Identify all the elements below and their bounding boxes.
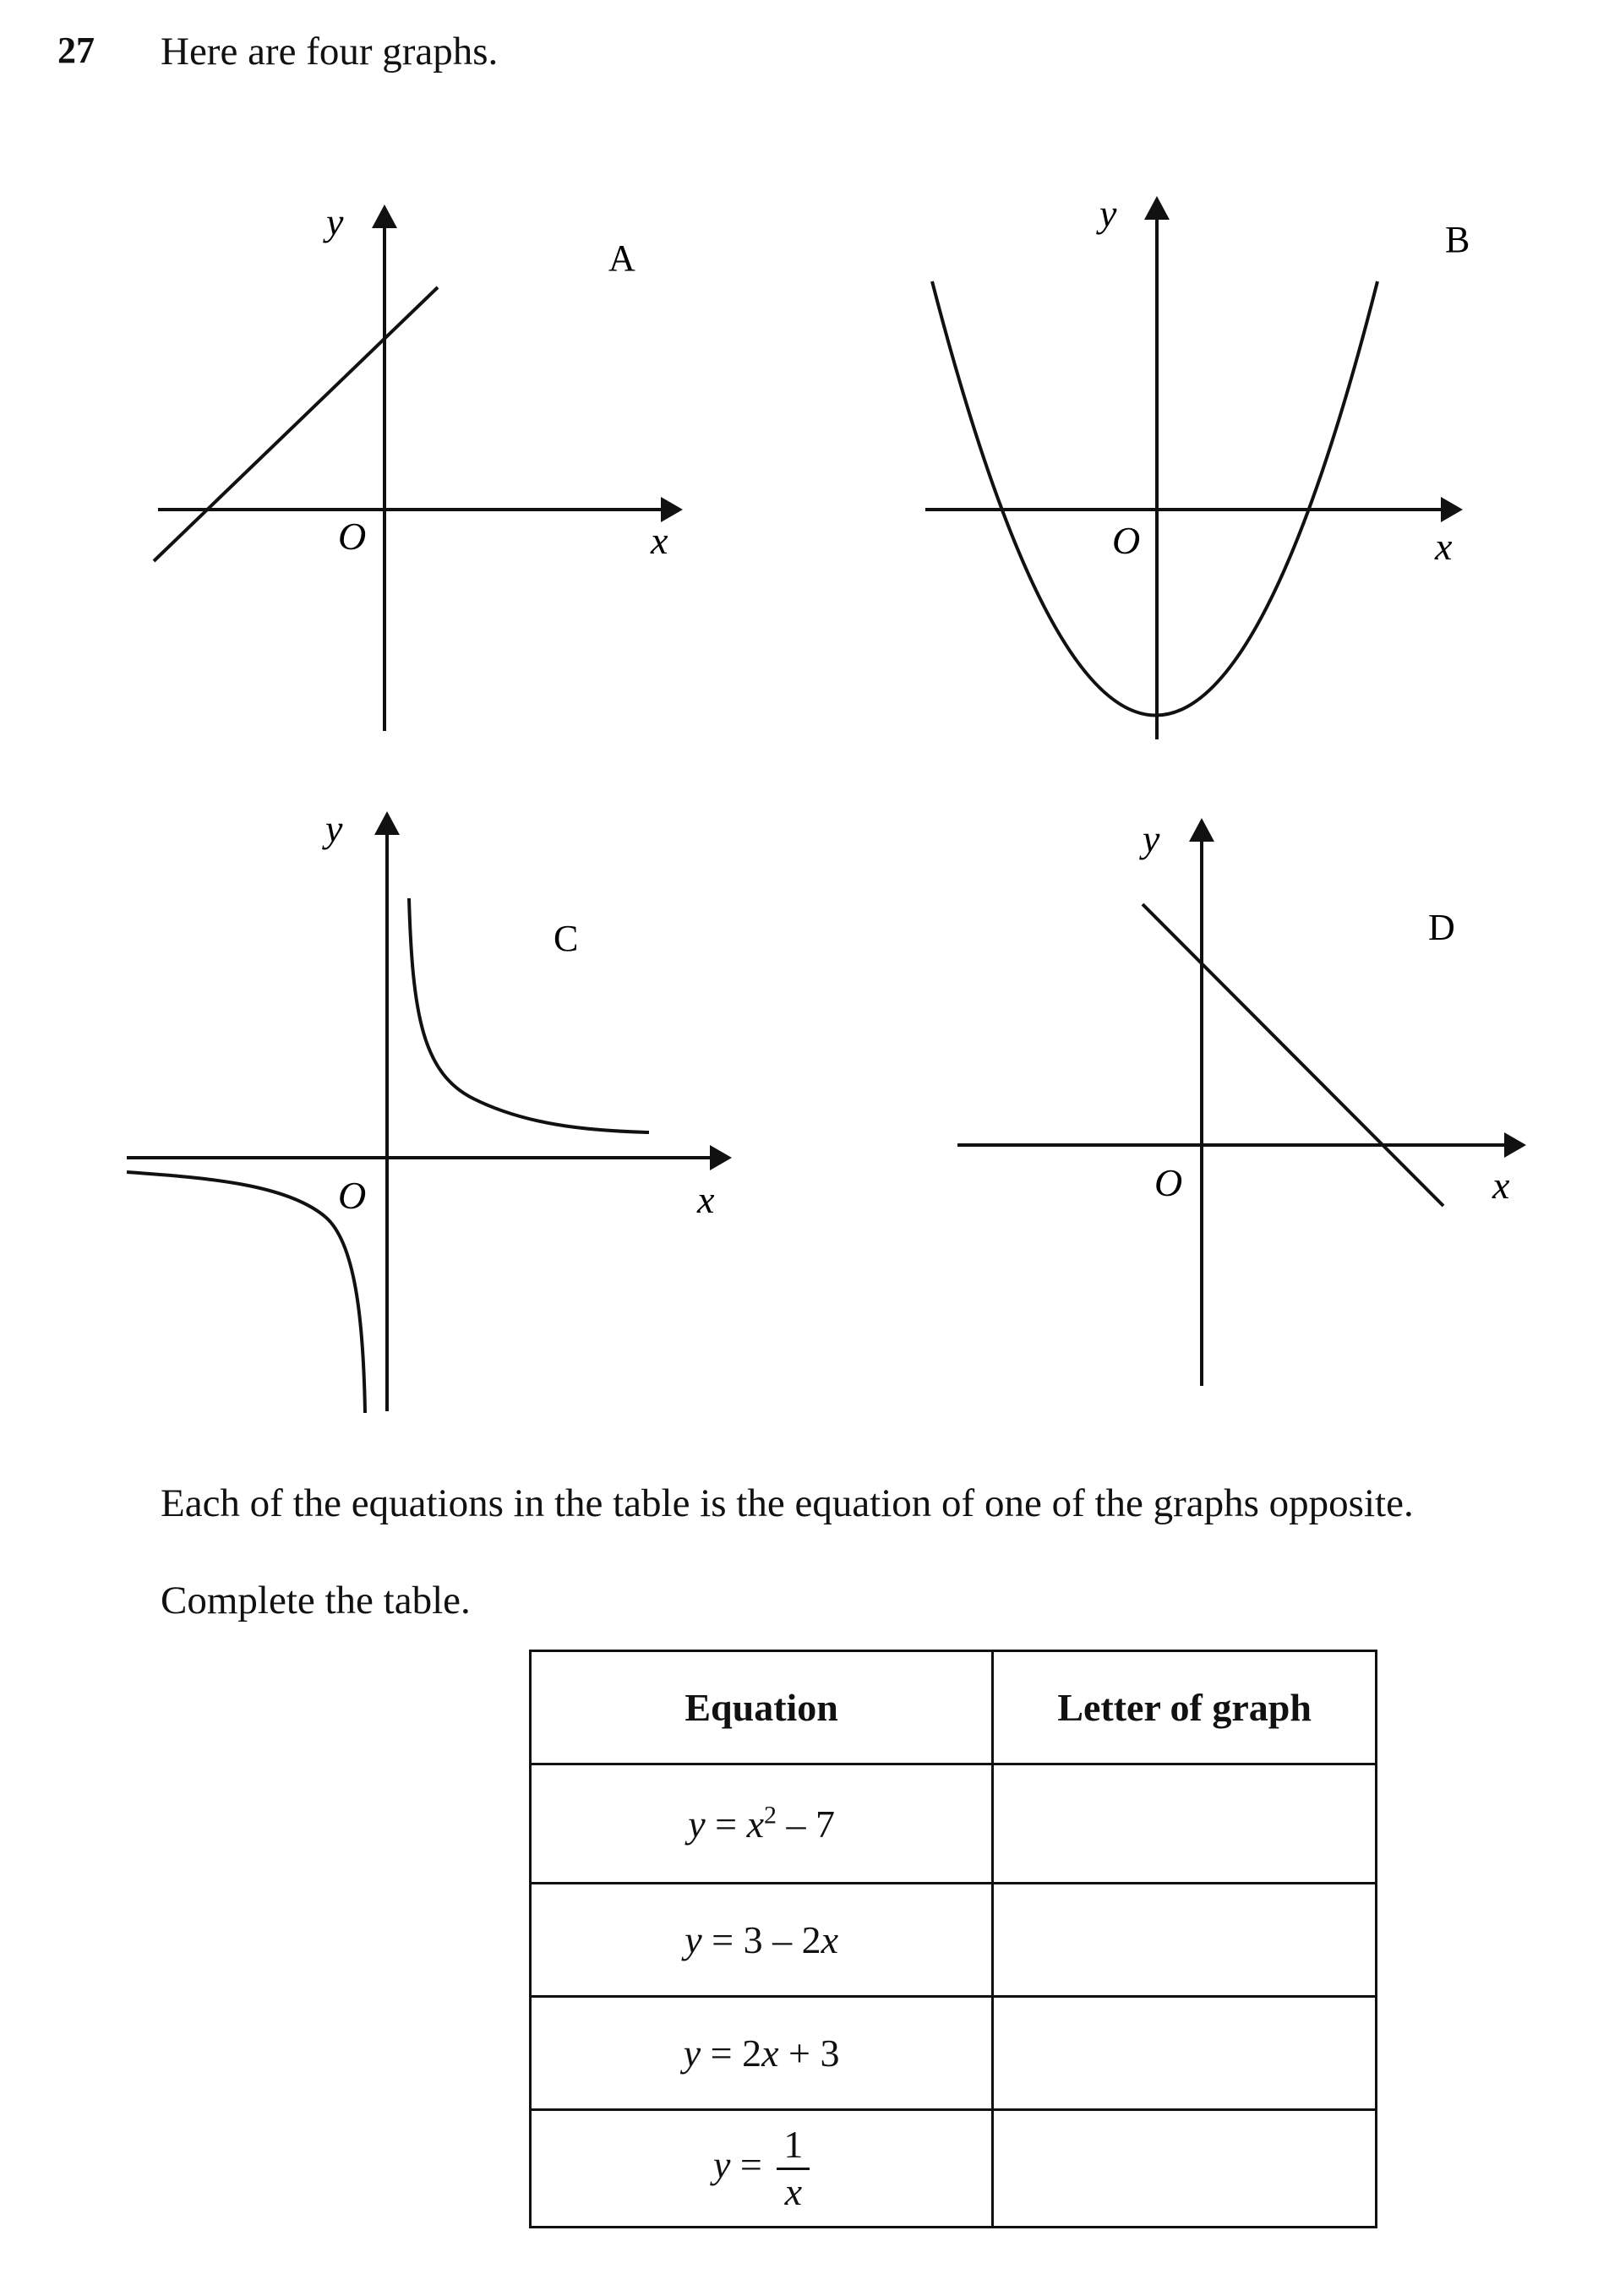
equation-4: y = $\frac{1}{x}$: [713, 2143, 810, 2186]
table-row: [531, 1997, 1377, 2110]
graph-d-x-label: x: [1492, 1164, 1510, 1207]
graph-a-line: [154, 287, 438, 561]
graph-d-line: [1143, 904, 1443, 1206]
instruction-line-2: Complete the table.: [161, 1579, 471, 1622]
instruction-line-1: Each of the equations in the table is the equation of one of the graphs opposite.: [161, 1481, 1414, 1525]
graph-a-y-label: y: [326, 200, 344, 243]
graph-b-y-arrow: [1144, 196, 1170, 220]
table-header-row: [531, 1651, 1377, 1764]
graph-a-origin-label: O: [338, 515, 367, 558]
graph-d-y-label: y: [1143, 817, 1160, 860]
equation-3: y = 2x + 3: [683, 2031, 840, 2075]
graph-c-letter: C: [554, 918, 579, 959]
letter-answer-cell-1[interactable]: [993, 1764, 1377, 1884]
graph-a-letter: A: [608, 237, 635, 279]
graph-d-y-arrow: [1189, 818, 1214, 842]
equation-table: [529, 1650, 1377, 2228]
graph-c-x-arrow: [710, 1145, 732, 1170]
graph-a: [154, 200, 683, 731]
letter-answer-cell-3[interactable]: [993, 1997, 1377, 2110]
graph-d-letter: D: [1428, 907, 1455, 948]
graph-c-y-arrow: [374, 811, 400, 835]
graph-c-y-label: y: [325, 807, 343, 850]
equation-2: y = 3 – 2x: [685, 1918, 839, 1961]
graph-b-x-arrow: [1441, 497, 1463, 522]
table-row: [531, 2110, 1377, 2228]
question-intro: Here are four graphs.: [161, 30, 499, 74]
fraction: $\frac{1}{x}$: [777, 2124, 810, 2212]
equation-cell: [531, 1997, 993, 2110]
equation-cell: [531, 1884, 993, 1997]
graph-d: [957, 817, 1526, 1386]
graph-b-y-label: y: [1099, 192, 1117, 235]
graph-c-hyperbola-right: [409, 898, 649, 1132]
graph-c-x-label: x: [697, 1178, 715, 1221]
graph-d-origin-label: O: [1154, 1161, 1183, 1204]
header-letter-of-graph: Letter of graph: [993, 1651, 1377, 1764]
equation-cell: [531, 2110, 993, 2228]
question-number: 27: [57, 30, 95, 71]
graph-b-letter: B: [1445, 219, 1470, 260]
graph-c: [127, 807, 732, 1413]
graph-b-x-label: x: [1435, 525, 1453, 568]
graph-c-hyperbola-left: [127, 1172, 365, 1413]
header-equation: Equation: [531, 1651, 993, 1764]
table-row: [531, 1884, 1377, 1997]
graph-c-origin-label: O: [338, 1174, 367, 1217]
letter-answer-cell-2[interactable]: [993, 1884, 1377, 1997]
equation-1: $y = x^2 - 7$: [688, 1801, 836, 1846]
graph-d-x-arrow: [1504, 1132, 1526, 1158]
graph-b-origin-label: O: [1112, 519, 1141, 562]
graph-a-x-label: x: [651, 519, 668, 562]
equation-cell: [531, 1764, 993, 1884]
table-row: [531, 1764, 1377, 1884]
graph-b-parabola: [932, 281, 1377, 716]
graph-b: [925, 192, 1470, 739]
graph-a-y-arrow: [372, 205, 397, 228]
letter-answer-cell-4[interactable]: [993, 2110, 1377, 2228]
